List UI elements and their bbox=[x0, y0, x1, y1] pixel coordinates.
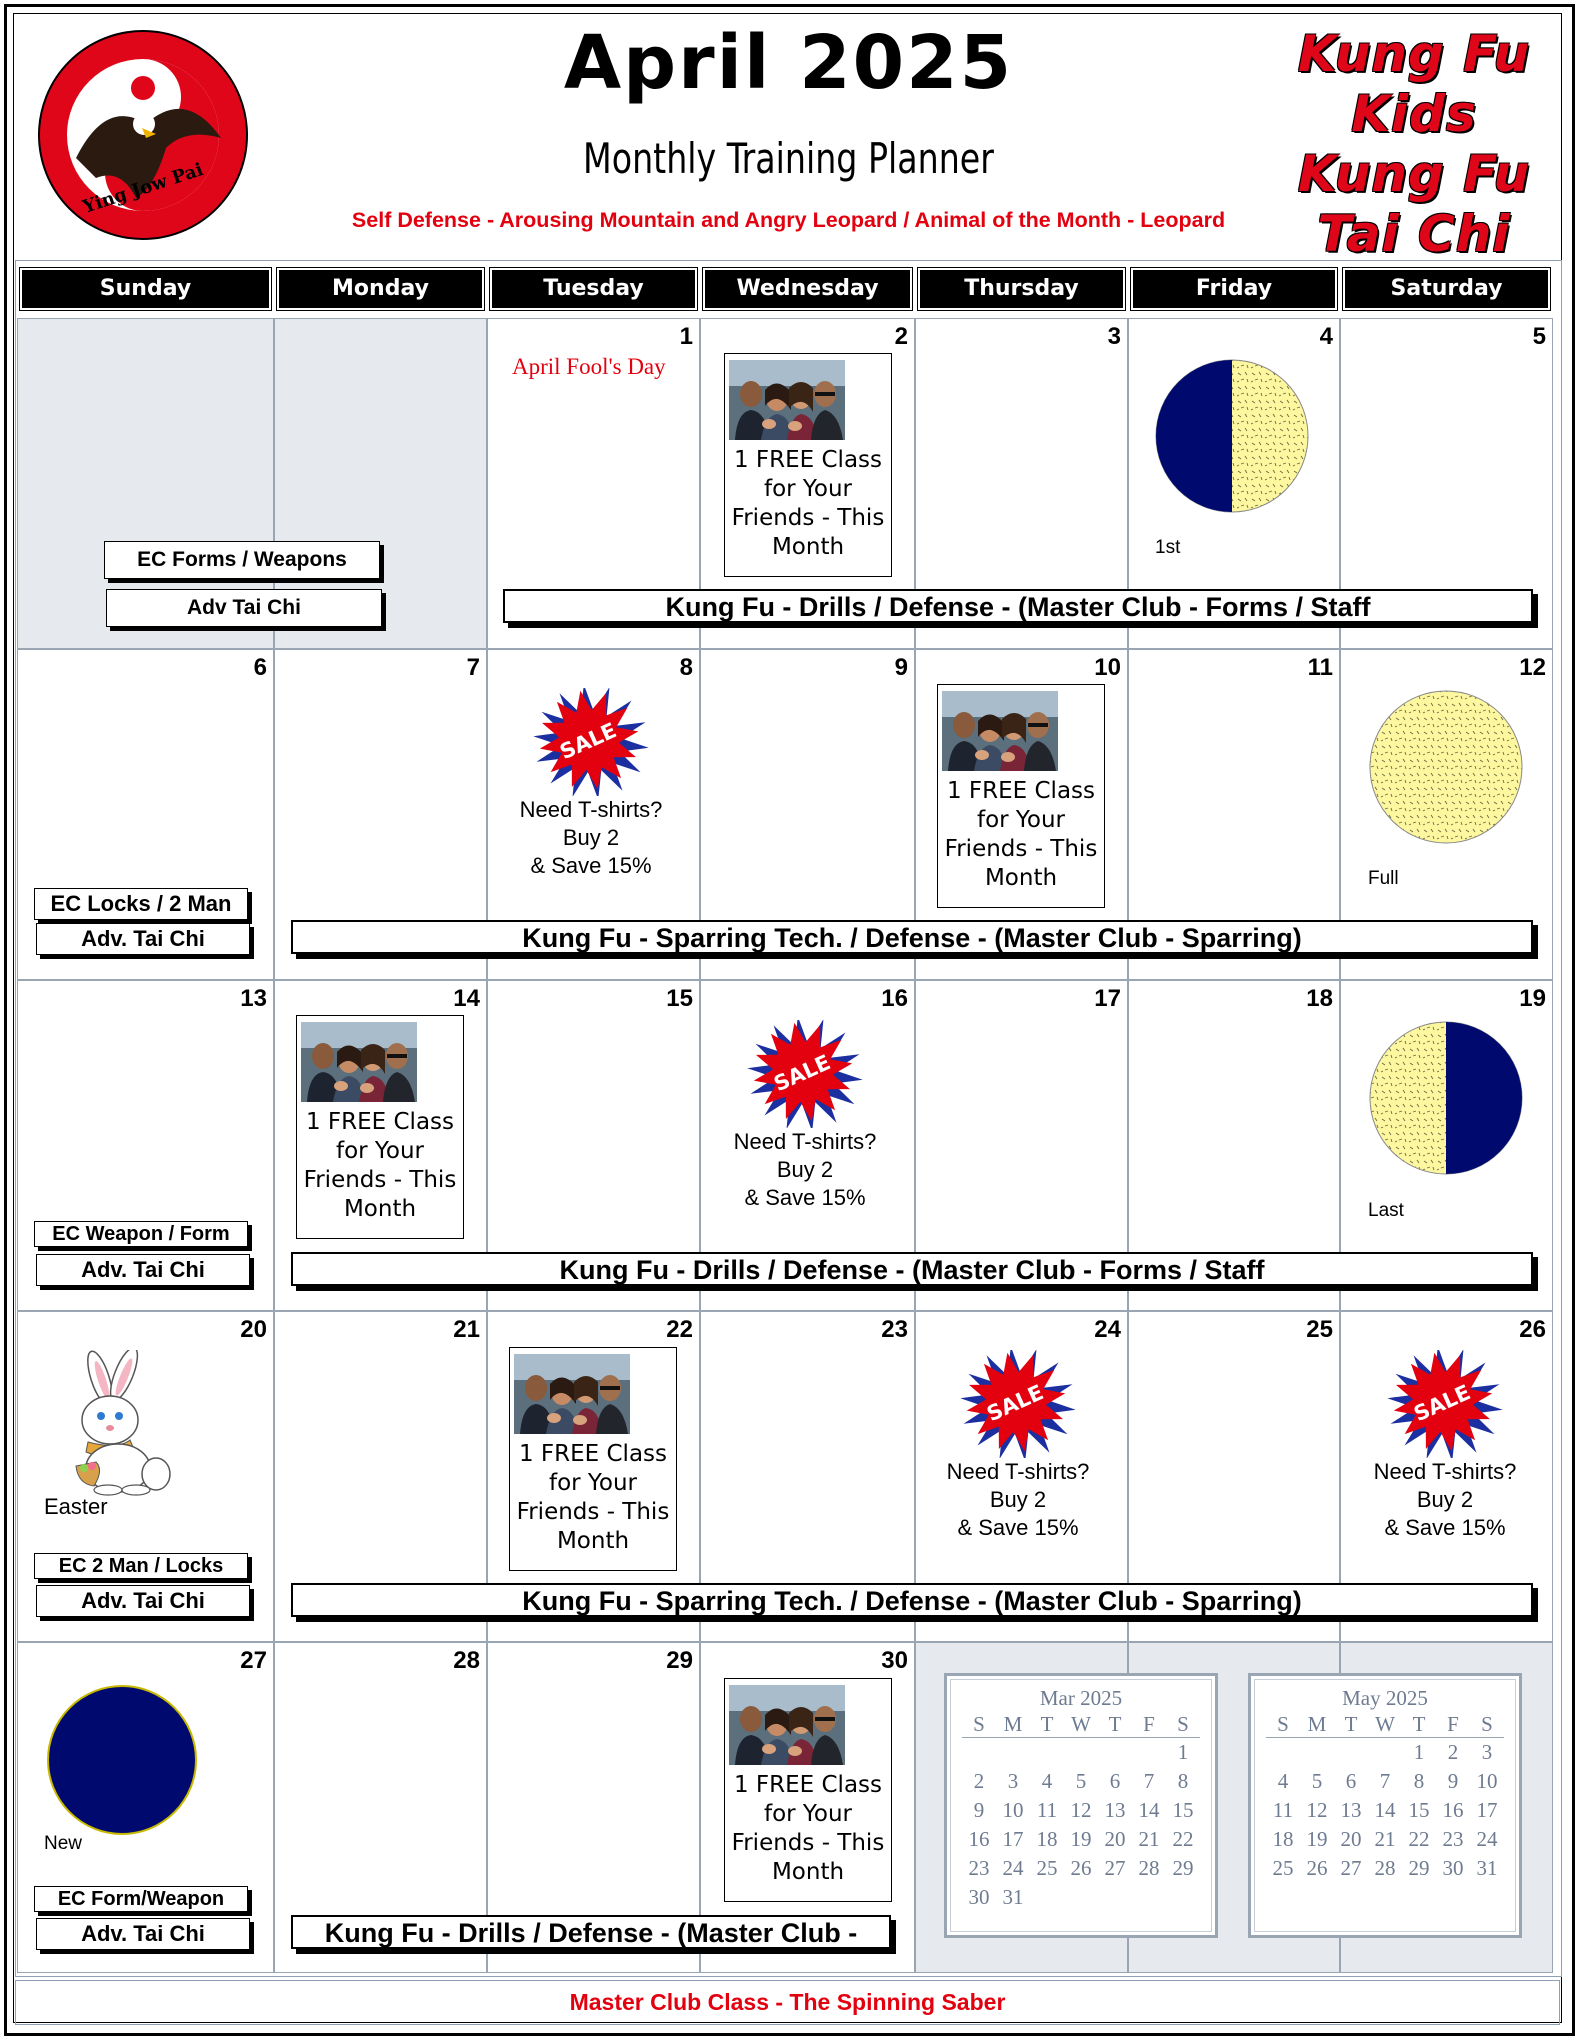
day-number: 22 bbox=[666, 1316, 693, 1343]
mini-calendar-day: 4 bbox=[1277, 1769, 1289, 1793]
mini-calendar-day: 17 bbox=[1002, 1827, 1024, 1851]
brand-programs bbox=[1279, 24, 1549, 264]
calendar-theme-text: Self Defense - Arousing Mountain and Angry Leopard / Animal of the Month - Leopard bbox=[351, 208, 1226, 232]
mini-calendar-day: 16 bbox=[1442, 1798, 1464, 1822]
tshirt-sale-promo[interactable]: SALE Need T-shirts? Buy 2 & Save 15% bbox=[705, 1020, 905, 1212]
day-number: 2 bbox=[894, 323, 908, 350]
tshirt-sale-promo[interactable]: SALE Need T-shirts? Buy 2 & Save 15% bbox=[918, 1350, 1118, 1542]
day-number: 10 bbox=[1094, 654, 1121, 681]
adv-tai-chi-pill[interactable]: Adv. Tai Chi bbox=[36, 1254, 250, 1286]
mini-calendar-day: 11 bbox=[1036, 1798, 1058, 1822]
mini-calendar-weekday: T bbox=[1030, 1711, 1064, 1738]
mini-calendar-day: 7 bbox=[1143, 1769, 1155, 1793]
mini-calendar-day: 28 bbox=[1374, 1856, 1396, 1880]
moon-phase-new-label: New bbox=[44, 1833, 83, 1854]
mini-calendar-day: 18 bbox=[1036, 1827, 1058, 1851]
mini-calendar-weekday: M bbox=[996, 1711, 1030, 1738]
mini-calendar-day bbox=[1334, 1738, 1368, 1768]
mini-calendar-day: 12 bbox=[1070, 1798, 1092, 1822]
sale-badge-text: SALE bbox=[770, 1050, 835, 1097]
brand-kung-fu: Kung Fu bbox=[1297, 25, 1531, 83]
mini-calendar-may bbox=[1248, 1673, 1522, 1938]
mini-calendar-day: 1 bbox=[1177, 1740, 1189, 1764]
day-number: 1 bbox=[679, 323, 693, 350]
mini-calendar-day bbox=[1064, 1738, 1098, 1768]
mini-calendar-day: 5 bbox=[1075, 1769, 1087, 1793]
mini-calendar-day: 18 bbox=[1272, 1827, 1294, 1851]
mini-calendar-day: 24 bbox=[1476, 1827, 1498, 1851]
mini-calendar-day bbox=[1266, 1738, 1300, 1768]
mini-calendar-weekday: S bbox=[1470, 1711, 1504, 1738]
mini-calendar-day: 7 bbox=[1379, 1769, 1391, 1793]
mini-calendar-day: 25 bbox=[1036, 1856, 1058, 1880]
free-class-card[interactable]: 1 FREE Class for Your Friends - This Month bbox=[937, 684, 1105, 908]
full-moon-icon bbox=[1366, 687, 1526, 847]
calendar-month-title: April 2025 bbox=[563, 20, 1014, 106]
day-number: 12 bbox=[1519, 654, 1546, 681]
mini-calendar-day: 13 bbox=[1340, 1798, 1362, 1822]
mini-calendar-day: 21 bbox=[1138, 1827, 1160, 1851]
brand-kids-kung-fu: Kids Kung Fu bbox=[1297, 85, 1531, 203]
day-number: 8 bbox=[679, 654, 693, 681]
day-number: 24 bbox=[1094, 1316, 1121, 1343]
sale-starburst-icon bbox=[958, 1350, 1078, 1458]
logo-text: Ying Jow Pai bbox=[80, 159, 206, 218]
mini-calendar-weekday: S bbox=[962, 1711, 996, 1738]
friends-photo-icon bbox=[942, 691, 1058, 771]
adv-tai-chi-pill[interactable]: Adv. Tai Chi bbox=[36, 1918, 250, 1950]
mini-calendar-weekday: W bbox=[1064, 1711, 1098, 1738]
mini-calendar-day bbox=[996, 1738, 1030, 1768]
kung-fu-class-bar[interactable]: Kung Fu - Drills / Defense - (Master Club - Forms / Staff bbox=[291, 1252, 1533, 1286]
day-number: 17 bbox=[1094, 985, 1121, 1012]
mini-calendar-day: 2 bbox=[973, 1769, 985, 1793]
master-club-footer: Master Club Class - The Spinning Saber bbox=[15, 1980, 1560, 2025]
easter-bunny-icon bbox=[58, 1350, 174, 1496]
day-number: 21 bbox=[453, 1316, 480, 1343]
mini-calendar-day: 6 bbox=[1109, 1769, 1121, 1793]
day-number: 27 bbox=[240, 1647, 267, 1674]
mini-calendar-grid bbox=[1266, 1711, 1504, 1883]
friends-photo-icon bbox=[514, 1354, 630, 1434]
weekday-header-monday: Monday bbox=[277, 268, 484, 310]
friends-photo-icon bbox=[729, 1685, 845, 1765]
mini-calendar-weekday: T bbox=[1334, 1711, 1368, 1738]
mini-calendar-day: 12 bbox=[1306, 1798, 1328, 1822]
day-number: 9 bbox=[894, 654, 908, 681]
day-number: 16 bbox=[881, 985, 908, 1012]
sale-badge-text: SALE bbox=[1410, 1380, 1475, 1427]
mini-calendar-weekday: S bbox=[1166, 1711, 1200, 1738]
mini-calendar-day: 27 bbox=[1104, 1856, 1126, 1880]
mini-calendar-day: 4 bbox=[1041, 1769, 1053, 1793]
weekday-header-friday: Friday bbox=[1131, 268, 1337, 310]
mini-calendar-day: 3 bbox=[1481, 1740, 1493, 1764]
moon-phase-last-label: Last bbox=[1368, 1200, 1404, 1221]
weekday-header-wednesday: Wednesday bbox=[703, 268, 912, 310]
mini-calendar-day: 1 bbox=[1413, 1740, 1425, 1764]
mini-calendar-weekday: F bbox=[1436, 1711, 1470, 1738]
day-number: 25 bbox=[1306, 1316, 1333, 1343]
mini-calendar-day: 2 bbox=[1447, 1740, 1459, 1764]
mini-calendar-day: 25 bbox=[1272, 1856, 1294, 1880]
mini-calendar-day: 23 bbox=[1442, 1827, 1464, 1851]
mini-calendar-day: 15 bbox=[1172, 1798, 1194, 1822]
calendar-subtitle: Monthly Training Planner bbox=[583, 134, 994, 183]
mini-calendar-day bbox=[1030, 1738, 1064, 1768]
mini-calendar-day: 19 bbox=[1306, 1827, 1328, 1851]
kung-fu-class-bar[interactable]: Kung Fu - Sparring Tech. / Defense - (Master Club - Sparring) bbox=[291, 920, 1533, 954]
mini-calendar-day: 29 bbox=[1408, 1856, 1430, 1880]
mini-calendar-day: 30 bbox=[968, 1885, 990, 1909]
tshirt-sale-promo[interactable]: SALE Need T-shirts? Buy 2 & Save 15% bbox=[1345, 1350, 1545, 1542]
day-number: 30 bbox=[881, 1647, 908, 1674]
day-number: 6 bbox=[253, 654, 267, 681]
mini-calendar-day: 9 bbox=[973, 1798, 985, 1822]
mini-calendar-day: 5 bbox=[1311, 1769, 1323, 1793]
mini-calendar-day: 14 bbox=[1138, 1798, 1160, 1822]
weekday-header-sunday: Sunday bbox=[20, 268, 271, 310]
mini-calendar-day: 8 bbox=[1177, 1769, 1189, 1793]
friends-photo-icon bbox=[729, 360, 845, 440]
mini-calendar-weekday: F bbox=[1132, 1711, 1166, 1738]
mini-calendar-day: 22 bbox=[1172, 1827, 1194, 1851]
sale-badge-text: SALE bbox=[983, 1380, 1048, 1427]
mini-calendar-title: Mar 2025 bbox=[1039, 1686, 1123, 1710]
mini-calendar-day: 21 bbox=[1374, 1827, 1396, 1851]
kung-fu-class-bar[interactable]: Kung Fu - Sparring Tech. / Defense - (Master Club - Sparring) bbox=[291, 1583, 1533, 1617]
mini-calendar-day: 30 bbox=[1442, 1856, 1464, 1880]
adv-tai-chi-pill[interactable]: Adv. Tai Chi bbox=[36, 923, 250, 955]
mini-calendar-weekday: M bbox=[1300, 1711, 1334, 1738]
mini-calendar-day: 20 bbox=[1104, 1827, 1126, 1851]
last-quarter-moon-icon bbox=[1366, 1018, 1526, 1178]
mini-calendar-weekday: T bbox=[1098, 1711, 1132, 1738]
day-number: 19 bbox=[1519, 985, 1546, 1012]
weekday-header-thursday: Thursday bbox=[918, 268, 1125, 310]
kung-fu-class-bar[interactable]: Kung Fu - Drills / Defense - (Master Club - bbox=[291, 1915, 891, 1949]
sale-badge-text: SALE bbox=[556, 718, 621, 765]
day-number: 29 bbox=[666, 1647, 693, 1674]
brand-tai-chi: Tai Chi bbox=[1317, 205, 1511, 263]
weekday-header-tuesday: Tuesday bbox=[490, 268, 697, 310]
first-quarter-moon-icon bbox=[1152, 356, 1312, 516]
mini-calendar-day bbox=[1098, 1738, 1132, 1768]
sale-starburst-icon bbox=[1385, 1350, 1505, 1458]
mini-calendar-day: 26 bbox=[1070, 1856, 1092, 1880]
mini-calendar-day: 10 bbox=[1002, 1798, 1024, 1822]
mini-calendar-day: 20 bbox=[1340, 1827, 1362, 1851]
easter-event: Easter bbox=[44, 1494, 108, 1519]
mini-calendar-day: 6 bbox=[1345, 1769, 1357, 1793]
free-class-card[interactable]: 1 FREE Class for Your Friends - This Month bbox=[509, 1347, 677, 1571]
mini-calendar-day bbox=[1132, 1738, 1166, 1768]
ec-class-pill[interactable]: EC Forms / Weapons bbox=[104, 541, 380, 579]
mini-calendar-day: 31 bbox=[1476, 1856, 1498, 1880]
day-number: 14 bbox=[453, 985, 480, 1012]
free-class-card[interactable]: 1 FREE Class for Your Friends - This Month bbox=[724, 1678, 892, 1902]
day-number: 5 bbox=[1532, 323, 1546, 350]
day-number: 15 bbox=[666, 985, 693, 1012]
sale-starburst-icon bbox=[745, 1020, 865, 1128]
weekday-header-saturday: Saturday bbox=[1343, 268, 1550, 310]
adv-tai-chi-pill[interactable]: Adv. Tai Chi bbox=[36, 1585, 250, 1617]
mini-calendar-day: 15 bbox=[1408, 1798, 1430, 1822]
sale-starburst-icon bbox=[531, 688, 651, 796]
mini-calendar-weekday: S bbox=[1266, 1711, 1300, 1738]
moon-phase-first-label: 1st bbox=[1155, 537, 1181, 558]
day-number: 3 bbox=[1107, 323, 1121, 350]
free-class-card[interactable]: 1 FREE Class for Your Friends - This Month bbox=[724, 353, 892, 577]
mini-calendar-title: May 2025 bbox=[1342, 1686, 1428, 1710]
mini-calendar-day: 26 bbox=[1306, 1856, 1328, 1880]
mini-calendar-day: 10 bbox=[1476, 1769, 1498, 1793]
mini-calendar-day: 14 bbox=[1374, 1798, 1396, 1822]
kung-fu-class-bar[interactable]: Kung Fu - Drills / Defense - (Master Club - Forms / Staff bbox=[503, 589, 1533, 623]
mini-calendar-day: 28 bbox=[1138, 1856, 1160, 1880]
moon-phase-full-label: Full bbox=[1368, 868, 1399, 889]
ec-class-pill[interactable]: EC Weapon / Form bbox=[34, 1221, 248, 1247]
mini-calendar-day bbox=[1300, 1738, 1334, 1768]
tshirt-sale-promo[interactable]: SALE Need T-shirts? Buy 2 & Save 15% bbox=[491, 688, 691, 880]
adv-tai-chi-pill[interactable]: Adv Tai Chi bbox=[106, 589, 382, 627]
ec-class-pill[interactable]: EC 2 Man / Locks bbox=[34, 1553, 248, 1579]
mini-calendar-day: 24 bbox=[1002, 1856, 1024, 1880]
ec-class-pill[interactable]: EC Form/Weapon bbox=[34, 1886, 248, 1912]
mini-calendar-day: 8 bbox=[1413, 1769, 1425, 1793]
mini-calendar-weekday: T bbox=[1402, 1711, 1436, 1738]
mini-calendar-day: 19 bbox=[1070, 1827, 1092, 1851]
mini-calendar-day bbox=[1368, 1738, 1402, 1768]
mini-calendar-day: 17 bbox=[1476, 1798, 1498, 1822]
mini-calendar-march bbox=[944, 1673, 1218, 1938]
day-number: 11 bbox=[1307, 654, 1333, 681]
mini-calendar-day: 11 bbox=[1272, 1798, 1294, 1822]
mini-calendar-weekday: W bbox=[1368, 1711, 1402, 1738]
mini-calendar-day: 16 bbox=[968, 1827, 990, 1851]
day-number: 20 bbox=[240, 1316, 267, 1343]
day-number: 18 bbox=[1306, 985, 1333, 1012]
mini-calendar-day: 29 bbox=[1172, 1856, 1194, 1880]
mini-calendar-day: 31 bbox=[1002, 1885, 1024, 1909]
day-number: 4 bbox=[1319, 323, 1333, 350]
new-moon-icon bbox=[44, 1682, 200, 1838]
mini-calendar-day: 22 bbox=[1408, 1827, 1430, 1851]
day-number: 26 bbox=[1519, 1316, 1546, 1343]
free-class-card[interactable]: 1 FREE Class for Your Friends - This Month bbox=[296, 1015, 464, 1239]
day-number: 23 bbox=[881, 1316, 908, 1343]
day-number: 13 bbox=[240, 985, 267, 1012]
mini-calendar-day: 27 bbox=[1340, 1856, 1362, 1880]
mini-calendar-day bbox=[962, 1738, 996, 1768]
mini-calendar-day: 3 bbox=[1007, 1769, 1019, 1793]
ec-class-pill[interactable]: EC Locks / 2 Man bbox=[34, 888, 248, 920]
mini-calendar-day: 13 bbox=[1104, 1798, 1126, 1822]
mini-calendar-grid bbox=[962, 1711, 1200, 1912]
day-number: 7 bbox=[466, 654, 480, 681]
day-number: 28 bbox=[453, 1647, 480, 1674]
friends-photo-icon bbox=[301, 1022, 417, 1102]
mini-calendar-day: 23 bbox=[968, 1856, 990, 1880]
mini-calendar-day: 9 bbox=[1447, 1769, 1459, 1793]
april-fools-event: April Fool's Day bbox=[512, 354, 666, 379]
